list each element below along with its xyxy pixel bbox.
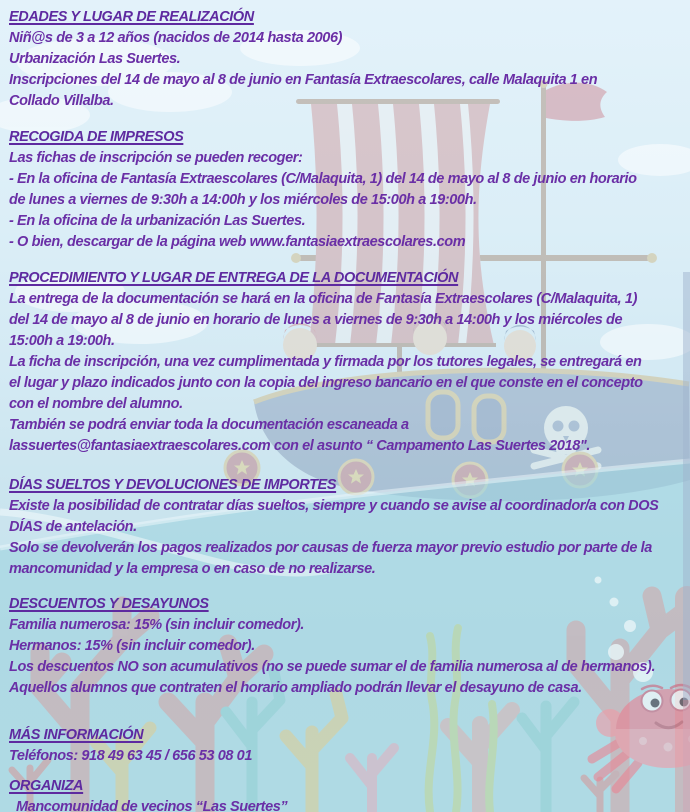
text-line: La entrega de la documentación se hará en la oficina de Fantasía Extraescolares (C/Malaquita, 1): [9, 291, 638, 307]
text-line: mancomunidad y la empresa o en caso de no realizarse.: [9, 561, 376, 577]
section-heading: DESCUENTOS Y DESAYUNOS: [9, 596, 209, 612]
text-line: Aquellos alumnos que contraten el horario ampliado podrán llevar el desayuno de casa.: [9, 680, 582, 696]
text-line: Los descuentos NO son acumulativos (no se puede sumar el de familia numerosa al de hermanos).: [9, 659, 656, 675]
section-heading: EDADES Y LUGAR DE REALIZACIÓN: [9, 9, 254, 25]
text-line: Familia numerosa: 15% (sin incluir comedor).: [9, 617, 305, 633]
text-line: - O bien, descargar de la página web www.fantasiaextraescolares.com: [9, 234, 466, 250]
section-edades: [9, 7, 684, 112]
section-organiza: [9, 776, 684, 812]
section-mas-informacion: [9, 725, 684, 767]
text-line: La ficha de inscripción, una vez cumplimentada y firmada por los tutores legales, se entregará en: [9, 354, 642, 370]
section-descuentos: [9, 594, 684, 699]
text-line: el lugar y plazo indicados junto con la copia del ingreso bancario en el que conste en el concepto: [9, 375, 643, 391]
text-line: - En la oficina de la urbanización Las Suertes.: [9, 213, 306, 229]
text-line: También se podrá enviar toda la documentación escaneada a: [9, 417, 409, 433]
text-line: Las fichas de inscripción se pueden recoger:: [9, 150, 303, 166]
text-line: DÍAS de antelación.: [9, 519, 137, 535]
text-line: - En la oficina de Fantasía Extraescolares (C/Malaquita, 1) del 14 de mayo al 8 de junio en horario: [9, 171, 637, 187]
section-heading: PROCEDIMIENTO Y LUGAR DE ENTREGA DE LA DOCUMENTACIÓN: [9, 270, 459, 286]
organizer-name: Mancomunidad de vecinos “Las Suertes”: [16, 799, 288, 812]
section-recogida: [9, 127, 684, 253]
text-line: 15:00h a 19:00h.: [9, 333, 115, 349]
section-heading: DÍAS SUELTOS Y DEVOLUCIONES DE IMPORTES: [9, 477, 337, 493]
text-line: Urbanización Las Suertes.: [9, 51, 181, 67]
text-line: lassuertes@fantasiaextraescolares.com con el asunto “ Campamento Las Suertes 2018".: [9, 438, 590, 454]
text-line: con el nombre del alumno.: [9, 396, 183, 412]
text-line: Collado Villalba.: [9, 93, 114, 109]
phone-numbers: Teléfonos: 918 49 63 45 / 656 53 08 01: [9, 748, 253, 764]
text-line: Existe la posibilidad de contratar días sueltos, siempre y cuando se avise al coordinador/a con DOS: [9, 498, 659, 514]
text-line: del 14 de mayo al 8 de junio en horario de lunes a viernes de 9:30h a 14:00h y los miércoles de: [9, 312, 623, 328]
text-line: de lunes a viernes de 9:30h a 14:00h y los miércoles de 15:00h a 19:00h.: [9, 192, 477, 208]
section-heading: RECOGIDA DE IMPRESOS: [9, 129, 184, 145]
text-line: Inscripciones del 14 de mayo al 8 de junio en Fantasía Extraescolares, calle Malaquita 1 en: [9, 72, 598, 88]
section-dias-sueltos: [9, 475, 684, 580]
section-heading: MÁS INFORMACIÓN: [9, 727, 144, 743]
text-line: Hermanos: 15% (sin incluir comedor).: [9, 638, 255, 654]
section-heading: ORGANIZA: [9, 778, 84, 794]
text-line: Solo se devolverán los pagos realizados por causas de fuerza mayor previo estudio por parte de la: [9, 540, 652, 556]
section-procedimiento: [9, 268, 684, 457]
text-line: Niñ@s de 3 a 12 años (nacidos de 2014 hasta 2006): [9, 30, 343, 46]
